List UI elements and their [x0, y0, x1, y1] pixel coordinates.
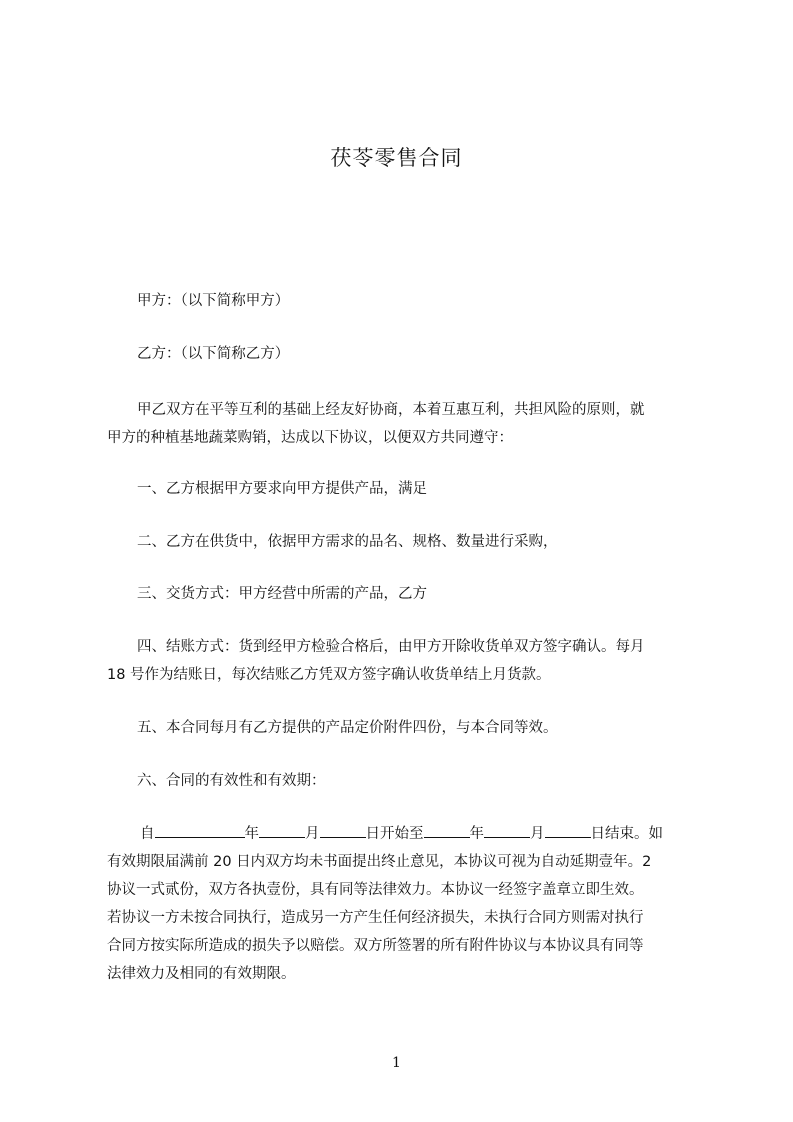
clause-4-line-2: 18 号作为结账日，每次结账乙方凭双方签字确认收货单结上月货款。	[107, 667, 551, 683]
start-day-blank	[320, 823, 366, 838]
validity-line-4: 若协议一方未按合同执行，造成另一方产生任何经济损失，未执行合同方则需对执行	[107, 910, 644, 926]
validity-line-2: 有效期限届满前 20 日内双方均未书面提出终止意见，本协议可视为自动延期壹年。2	[107, 854, 652, 870]
clause-4	[107, 633, 645, 689]
clause-6: 六、合同的有效性和有效期：	[137, 773, 326, 789]
intro-paragraph	[107, 396, 645, 452]
end-month-blank	[484, 823, 530, 838]
validity-line-6: 法律效力及相同的有效期限。	[107, 966, 296, 982]
end-label: 日结束。如	[590, 826, 663, 842]
start-year-blank	[155, 823, 245, 838]
start-label: 日开始至	[365, 826, 424, 842]
validity-line-1	[107, 820, 663, 848]
month-label: 月	[305, 826, 320, 842]
clause-1: 一、乙方根据甲方要求向甲方提供产品，满足	[137, 481, 427, 497]
intro-line-2: 甲方的种植基地蔬菜购销，达成以下协议，以便双方共同遵守：	[107, 430, 513, 446]
clause-5: 五、本合同每月有乙方提供的产品定价附件四份，与本合同等效。	[137, 720, 558, 736]
validity-paragraph	[107, 820, 663, 988]
year-label-2: 年	[469, 826, 484, 842]
year-label: 年	[244, 826, 259, 842]
end-year-blank	[424, 823, 470, 838]
month-label-2: 月	[530, 826, 545, 842]
page-number: 1	[392, 1055, 401, 1071]
document-title: 茯苓零售合同	[330, 146, 463, 170]
clause-4-line-1: 四、结账方式：货到经甲方检验合格后，由甲方开除收货单双方签字确认。每月	[137, 639, 645, 655]
intro-line-1: 甲乙双方在平等互利的基础上经友好协商，本着互惠互利，共担风险的原则，就	[137, 402, 645, 418]
clause-2: 二、乙方在供货中，依据甲方需求的品名、规格、数量进行采购，	[137, 534, 558, 550]
party-a-line: 甲方：（以下简称甲方）	[137, 293, 290, 309]
start-month-blank	[259, 823, 305, 838]
party-b-line: 乙方：（以下简称乙方）	[137, 346, 290, 362]
clause-3: 三、交货方式：甲方经营中所需的产品，乙方	[137, 586, 427, 602]
from-label: 自	[140, 826, 155, 842]
validity-line-5: 合同方按实际所造成的损失予以赔偿。双方所签署的所有附件协议与本协议具有同等	[107, 938, 644, 954]
validity-line-3: 协议一式贰份，双方各执壹份，具有同等法律效力。本协议一经签字盖章立即生效。	[107, 882, 644, 898]
end-day-blank	[545, 823, 591, 838]
